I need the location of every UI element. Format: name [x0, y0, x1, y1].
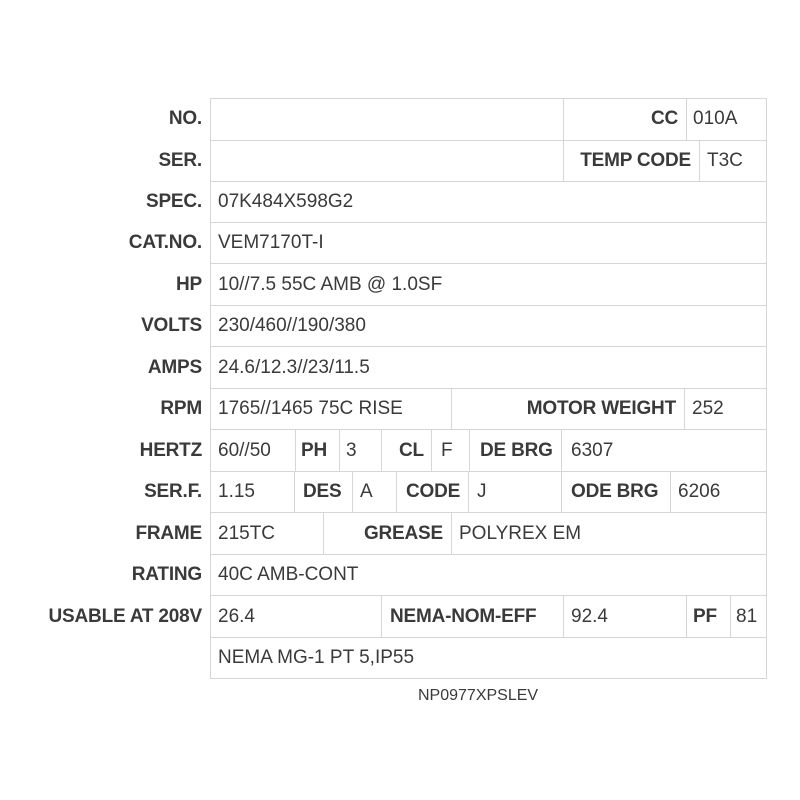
grid-line — [670, 471, 671, 512]
grid-line — [210, 140, 767, 141]
grid-line — [352, 471, 353, 512]
temp-code-label: TEMP CODE — [580, 150, 691, 171]
grid-line — [381, 429, 382, 471]
motor-weight-label: MOTOR WEIGHT — [526, 398, 676, 419]
amps-label: AMPS — [147, 357, 202, 378]
usable-value: 26.4 — [218, 606, 255, 627]
grid-line — [468, 471, 469, 512]
rpm-value: 1765//1465 75C RISE — [218, 398, 403, 419]
grid-line — [210, 429, 767, 430]
grid-line — [294, 471, 295, 512]
grid-line — [210, 98, 211, 679]
des-value: A — [360, 481, 373, 502]
grid-line — [210, 637, 767, 638]
des-label: DES — [303, 481, 342, 502]
grid-line — [699, 140, 700, 181]
grid-line — [210, 305, 767, 306]
ph-value: 3 — [346, 440, 357, 461]
grid-line — [210, 181, 767, 182]
hertz-label: HERTZ — [139, 440, 202, 461]
pf-value: 81 — [736, 606, 758, 627]
grid-line — [396, 471, 397, 512]
grid-line — [766, 98, 767, 679]
spec-value: 07K484X598G2 — [218, 191, 354, 212]
hp-label: HP — [176, 274, 202, 295]
cl-label: CL — [399, 440, 424, 461]
nema-nom-eff-value: 92.4 — [571, 606, 608, 627]
rating-label: RATING — [131, 564, 202, 585]
frame-label: FRAME — [135, 523, 202, 544]
rating-value: 40C AMB-CONT — [218, 564, 359, 585]
grid-line — [686, 98, 687, 140]
grease-label: GREASE — [363, 523, 443, 544]
volts-value: 230/460//190/380 — [218, 315, 366, 336]
temp-code-value: T3C — [707, 150, 743, 171]
grid-line — [684, 388, 685, 429]
hertz-value: 60//50 — [218, 440, 271, 461]
grid-line — [563, 595, 564, 637]
serf-value: 1.15 — [218, 481, 255, 502]
grid-line — [730, 595, 731, 637]
ode-brg-value: 6206 — [678, 481, 721, 502]
grid-line — [469, 429, 470, 471]
spec-label: SPEC. — [145, 191, 202, 212]
grid-line — [210, 595, 767, 596]
cc-value: 010A — [693, 108, 738, 129]
cl-value: F — [441, 440, 453, 461]
ph-label: PH — [301, 440, 327, 461]
grid-line — [451, 388, 452, 429]
no-label: NO. — [168, 108, 202, 129]
grid-line — [339, 429, 340, 471]
grid-line — [561, 429, 562, 471]
grid-line — [563, 98, 564, 181]
nameplate-code: NP0977XPSLEV — [418, 687, 539, 704]
cc-label: CC — [650, 108, 678, 129]
de-brg-label: DE BRG — [480, 440, 553, 461]
grid-line — [431, 429, 432, 471]
grid-line — [210, 554, 767, 555]
grease-value: POLYREX EM — [459, 523, 582, 544]
catno-label: CAT.NO. — [128, 232, 202, 253]
grid-line — [210, 512, 767, 513]
grid-line — [210, 222, 767, 223]
catno-value: VEM7170T-I — [218, 232, 324, 253]
grid-line — [451, 512, 452, 554]
ode-brg-label: ODE BRG — [571, 481, 659, 502]
serf-label: SER.F. — [144, 481, 202, 502]
hp-value: 10//7.5 55C AMB @ 1.0SF — [218, 274, 443, 295]
de-brg-value: 6307 — [571, 440, 614, 461]
motor-weight-value: 252 — [692, 398, 724, 419]
grid-line — [210, 263, 767, 264]
grid-line — [381, 595, 382, 637]
code-label: CODE — [406, 481, 461, 502]
pf-label: PF — [693, 606, 717, 627]
volts-label: VOLTS — [141, 315, 202, 336]
rpm-label: RPM — [160, 398, 202, 419]
frame-value: 215TC — [218, 523, 276, 544]
grid-line — [210, 678, 767, 679]
grid-line — [210, 346, 767, 347]
note-value: NEMA MG-1 PT 5,IP55 — [218, 647, 415, 668]
amps-value: 24.6/12.3//23/11.5 — [218, 357, 370, 378]
usable-label: USABLE AT 208V — [48, 606, 202, 627]
grid-line — [686, 595, 687, 637]
grid-line — [210, 98, 767, 99]
nema-nom-eff-label: NEMA-NOM-EFF — [390, 606, 537, 627]
grid-line — [323, 512, 324, 554]
ser-label: SER. — [158, 150, 202, 171]
grid-line — [561, 471, 562, 512]
code-value: J — [477, 481, 487, 502]
grid-line — [295, 429, 296, 471]
